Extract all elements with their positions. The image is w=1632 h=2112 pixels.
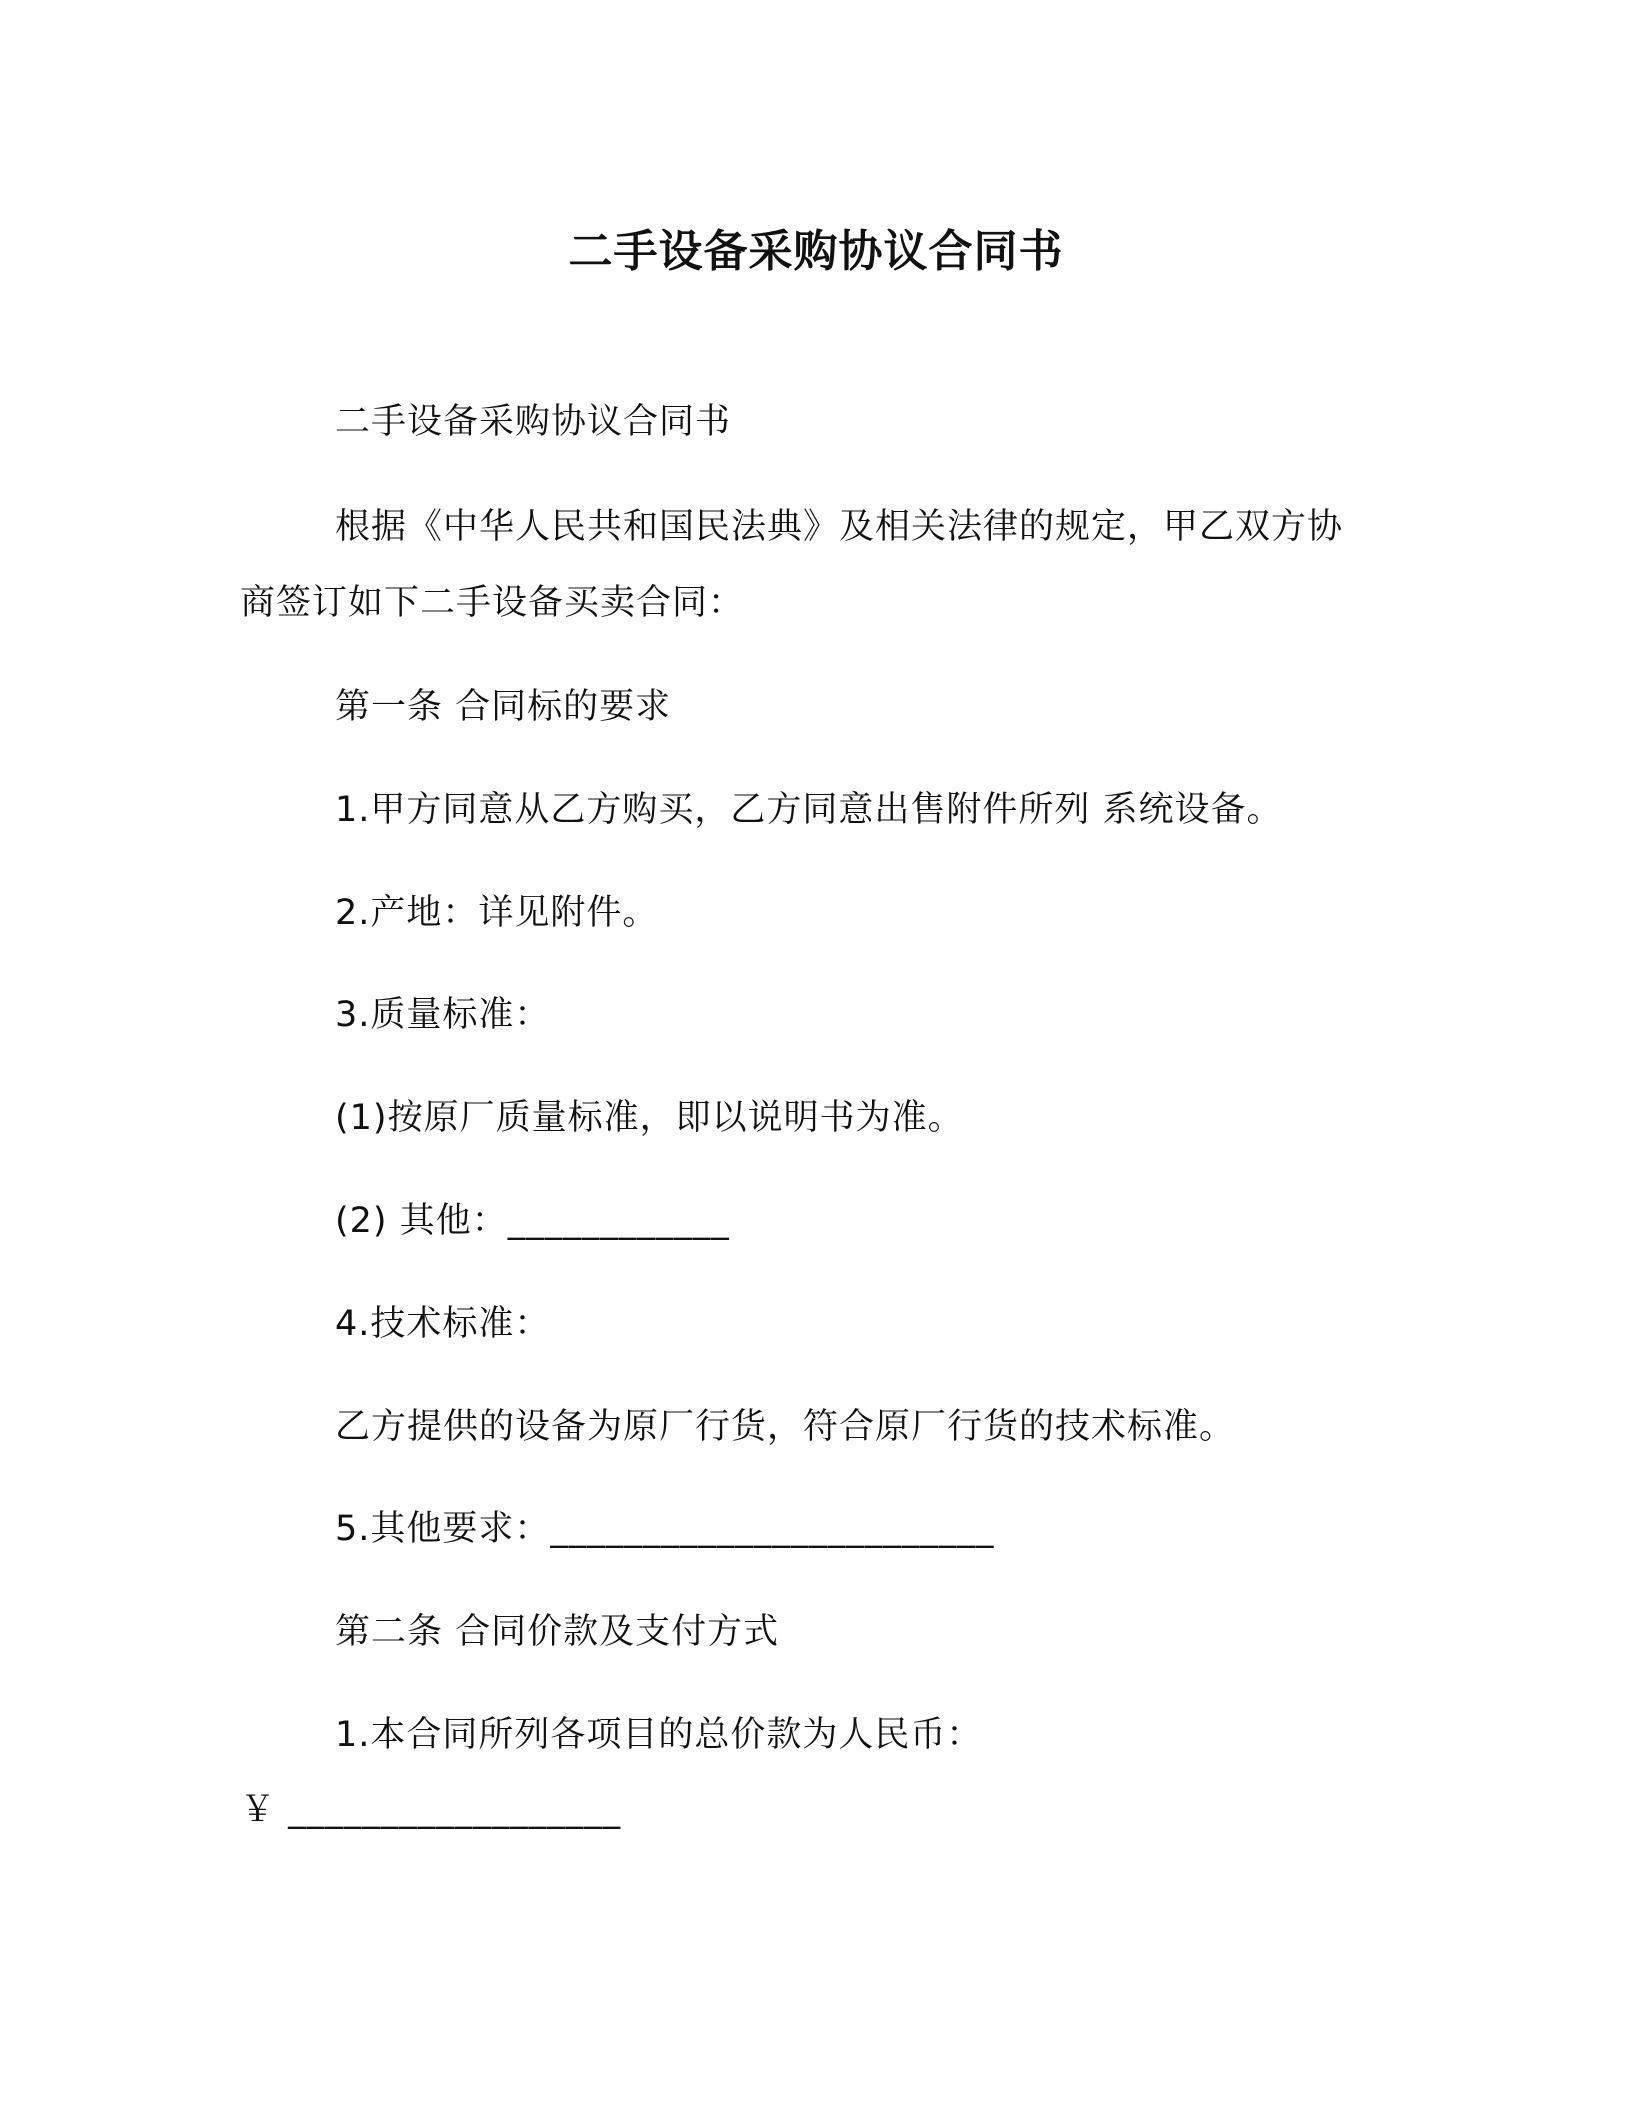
article-2-item-1-amount: ￥ __________________ [240,1790,622,1830]
document-title: 二手设备采购协议合同书 [568,226,1064,277]
article-2-item-1: 1.本合同所列各项目的总价款为人民币： [335,1715,983,1755]
article-1-item-3-sub-1: (1)按原厂质量标准，即以说明书为准。 [335,1098,964,1138]
article-1-item-3: 3.质量标准： [335,995,551,1035]
paragraph-intro-line-1: 根据《中华人民共和国民法典》及相关法律的规定，甲乙双方协 [335,507,1344,547]
article-1-item-5: 5.其他要求：________________________ [335,1509,995,1549]
article-1-item-4: 4.技术标准： [335,1304,551,1344]
paragraph-intro-line-2: 商签订如下二手设备买卖合同： [240,583,745,623]
paragraph-heading: 二手设备采购协议合同书 [335,402,732,442]
article-1-item-1: 1.甲方同意从乙方购买，乙方同意出售附件所列 系统设备。 [335,790,1283,830]
article-1-heading: 第一条 合同标的要求 [335,687,672,727]
article-1-item-3-sub-2: (2) 其他：____________ [335,1201,730,1241]
article-1-item-4-text: 乙方提供的设备为原厂行货，符合原厂行货的技术标准。 [335,1407,1236,1447]
article-2-heading: 第二条 合同价款及支付方式 [335,1612,780,1652]
article-1-item-2: 2.产地：详见附件。 [335,893,659,933]
